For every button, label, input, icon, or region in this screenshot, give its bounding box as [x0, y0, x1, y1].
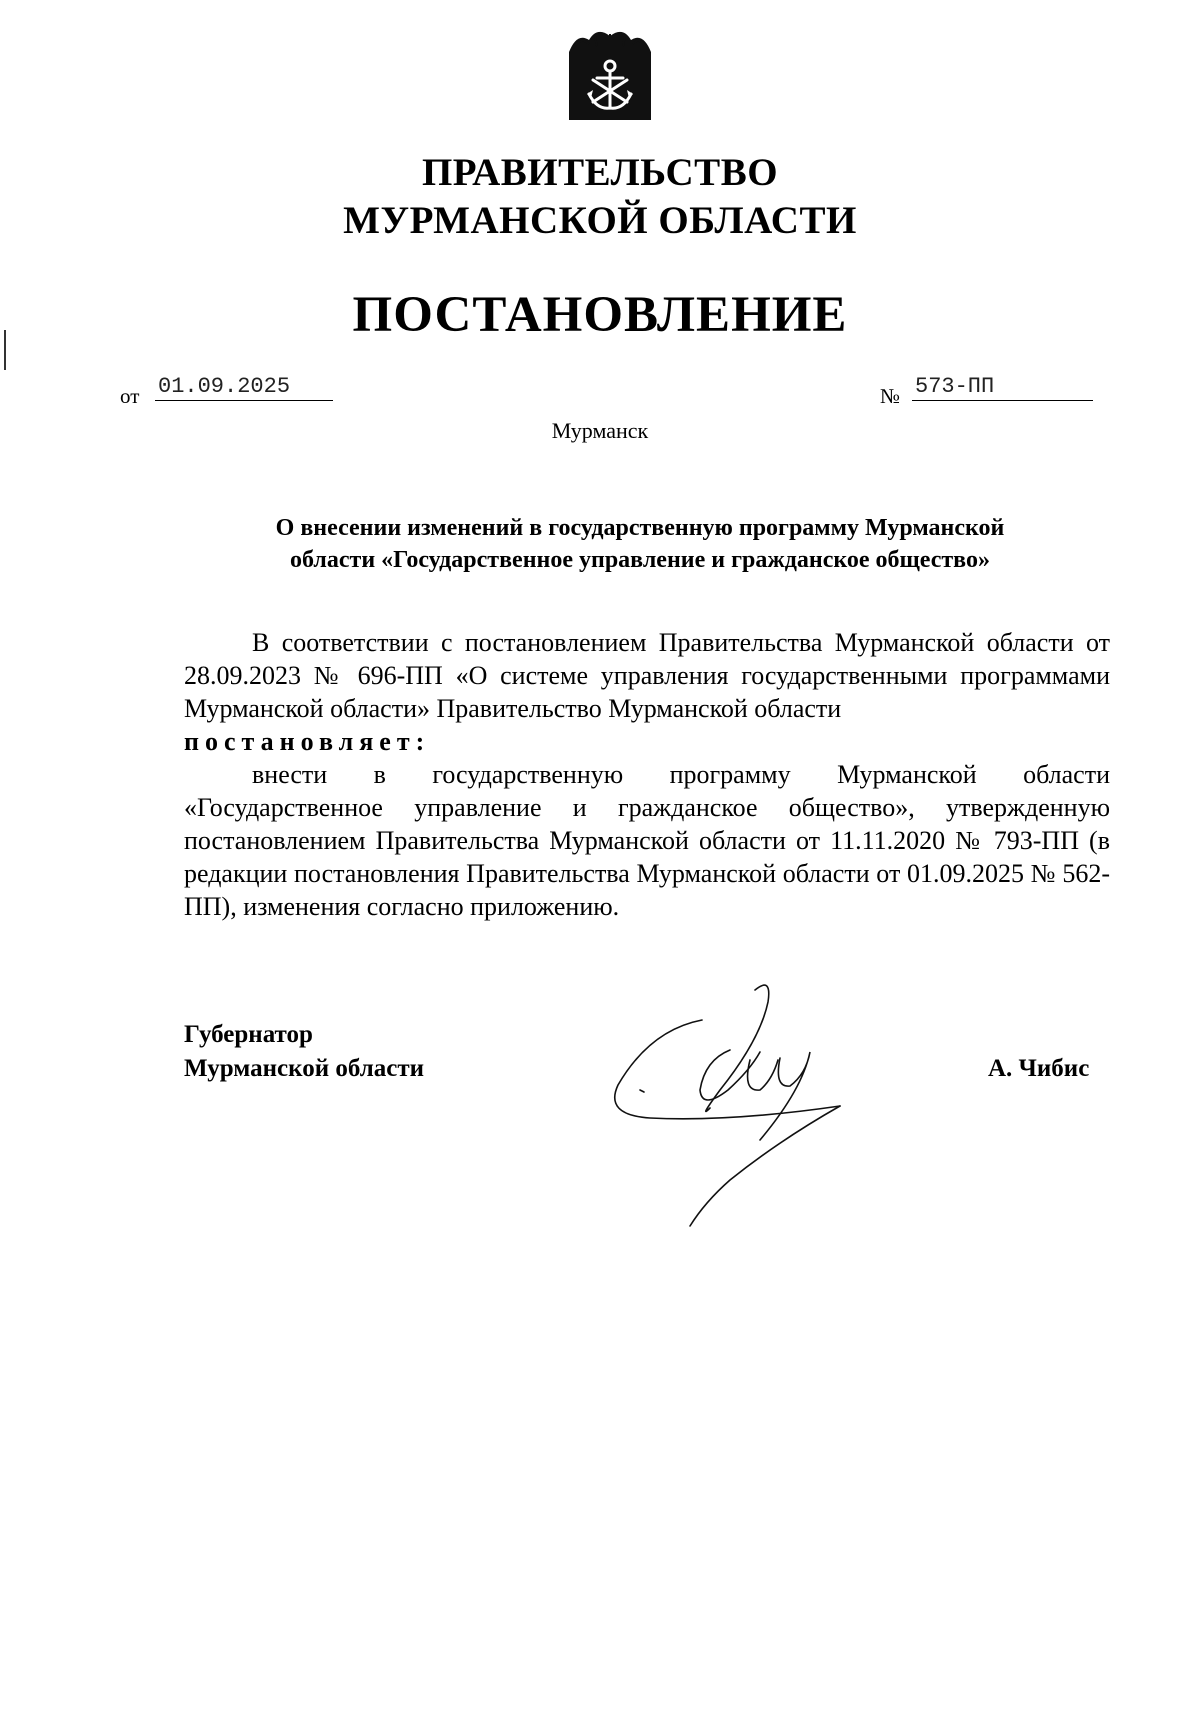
decree-word: постановляет: — [184, 727, 431, 756]
signatory-title — [184, 1018, 424, 1086]
body-resolution: внести в государственную программу Мурманской области «Государственное управление и гражданское общество», утвержденную постановлением Правительства Мурманской области от 11.11.2020 № 793-ПП (в редакции постановления Правительства Мурманской области от 01.09.2025 № 562-ПП), изменения согласно приложению. — [184, 760, 1110, 921]
coat-of-arms-emblem — [567, 22, 653, 122]
organization-name-line2: МУРМАНСКОЙ ОБЛАСТИ — [343, 199, 857, 242]
subject-line2: области «Государственное управление и гражданское общество» — [290, 547, 990, 573]
document-body — [184, 626, 1110, 923]
organization-name-line1: ПРАВИТЕЛЬСТВО — [421, 151, 779, 194]
date-prefix: от — [120, 384, 140, 408]
handwritten-signature — [610, 980, 910, 1230]
signatory-title-line2: Мурманской области — [184, 1055, 425, 1082]
subject-line1: О внесении изменений в государственную программу Мурманской — [275, 515, 1005, 541]
body-preamble: В соответствии с постановлением Правительства Мурманской области от 28.09.2023 № 696-ПП «О системе управления государственными программами Мурманской области» Правительство Мурманской области — [184, 628, 1110, 723]
city: Мурманск — [551, 418, 649, 443]
document-number: 573-ПП — [912, 374, 1093, 401]
document-subject — [190, 512, 1090, 576]
number-prefix: № — [880, 384, 901, 408]
signatory-title-line1: Губернатор — [184, 1021, 313, 1048]
document-date: 01.09.2025 — [155, 374, 333, 401]
document-type-title: ПОСТАНОВЛЕНИЕ — [352, 287, 848, 343]
signatory-name: А. Чибис — [988, 1055, 1090, 1082]
